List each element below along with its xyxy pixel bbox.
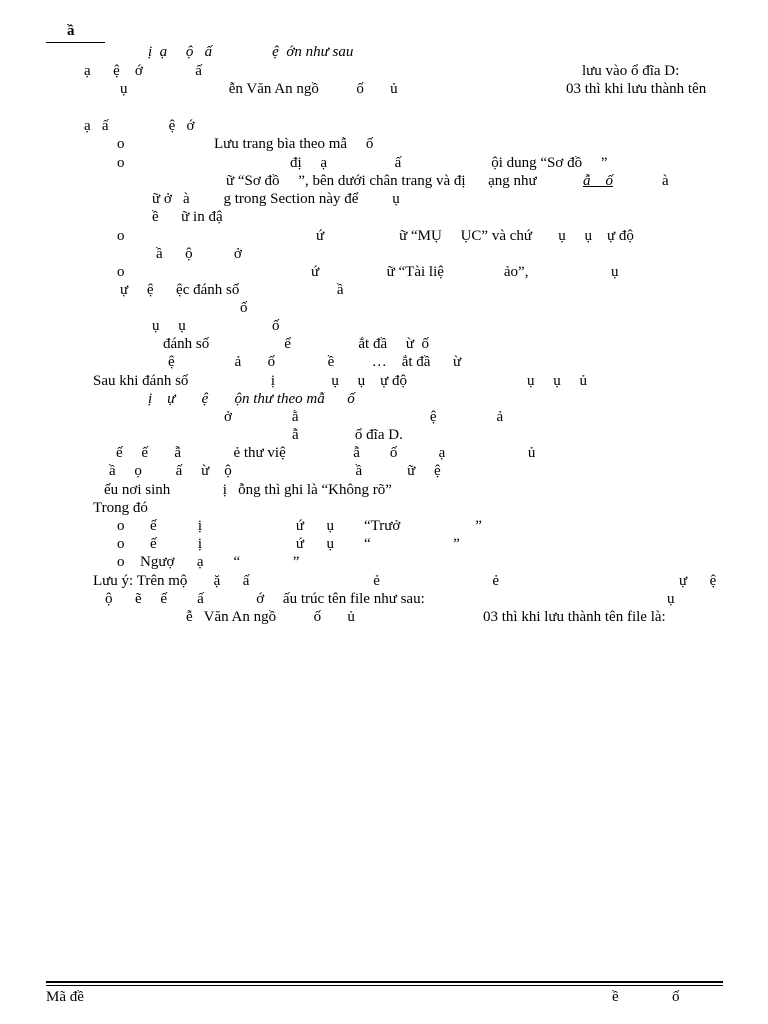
footer-left-text: Mã đề (46, 989, 84, 1005)
intro-line-3a: ụ ễn Văn An ngồ ố ủ (120, 81, 398, 97)
note-line-3b: 03 thì khi lưu thành tên file là: (483, 609, 666, 625)
para-line-1: Sau khi đánh số ị ụ ụ ự độ ụ ụ ủ (93, 373, 587, 389)
para-line-4: ẫ ổ đĩa D. (292, 427, 403, 443)
bullet-2-text-c: ữ ở à g trong Section này để ụ (152, 191, 400, 207)
sub-line-3: đánh số ể ắt đầ ừ ố (163, 336, 430, 352)
bullet-4-text-a: ứ ữ “Tài liệ ảo”, ụ (311, 264, 619, 280)
para-line-6: ầ ọ ấ ừ ộ ầ ữ ệ (109, 463, 441, 479)
bullet-marker: o (117, 136, 125, 152)
note-line-2b: ụ (667, 591, 675, 607)
sub-line-4: ệ ả ố ề … ắt đầ ừ (168, 354, 462, 370)
footer-rule-bottom (46, 985, 723, 986)
footer-rule-top (46, 981, 723, 983)
para-line-7: ếu nơi sinh ị ỗng thì ghi là “Không rõ” (104, 482, 392, 498)
condition-1-text: ế ị ứ ụ “Trưở ” (150, 518, 482, 534)
bullet-4-text-b: ự ệ ệc đánh số ầ (120, 282, 344, 298)
note-line-3: ễ Văn An ngồ ố ủ (186, 609, 355, 625)
intro-line-2b: lưu vào ổ đĩa D: (582, 63, 680, 79)
bullet-2-text-b-end: à (662, 173, 669, 189)
bullet-marker: o (117, 518, 125, 534)
task-line: ạ ấ ệ ớ (84, 118, 195, 134)
sub-line-1: ố (240, 300, 248, 316)
sub-line-2: ụ ụ ố (152, 318, 280, 334)
footer-right-text-a: ề (612, 989, 619, 1005)
bullet-marker: o (117, 536, 125, 552)
intro-line-2a: ạ ệ ớ ấ (84, 63, 202, 79)
heading-underline (46, 42, 105, 43)
intro-line-1: ị ạ ộ ấ ệ ớn như sau (148, 44, 354, 60)
bullet-3-text-a: ứ ữ “MỤ ỤC” và chứ ụ ụ ự độ (316, 228, 634, 244)
bullet-2-text-d: ề ữ in đậ (152, 209, 223, 225)
bullet-2-text-a: đị ạ ấ ội dung “Sơ đồ ” (290, 155, 608, 171)
condition-3-text: Ngượ ạ “ ” (140, 554, 300, 570)
intro-line-3b: 03 thì khi lưu thành tên (566, 81, 707, 97)
bullet-2-underlined: ẫ ố (583, 173, 613, 189)
bullet-3-text-b: ầ ộ ở (156, 246, 242, 262)
para-line-3: ở ằ ệ ả (224, 409, 504, 425)
bullet-marker: o (117, 264, 125, 280)
note-line-1: Lưu ý: Trên mộ ặ ấ ẻ ẻ ự ệ (93, 573, 717, 589)
footer-right-text-b: ố (672, 989, 680, 1005)
bullet-1-text: Lưu trang bìa theo mẫ ố (214, 136, 374, 152)
para-line-2: ị ự ệ ộn thư theo mẫ ố (148, 391, 355, 407)
bullet-marker: o (117, 554, 125, 570)
bullet-marker: o (117, 228, 125, 244)
condition-2-text: ế ị ứ ụ “ ” (150, 536, 460, 552)
para-line-5: ế ế ẫ ẻ thư việ ẫ ố ạ ủ (116, 445, 536, 461)
para-line-8: Trong đó (93, 500, 148, 516)
note-line-2: ộ ẽ ế ấ ớ ấu trúc tên file như sau: (105, 591, 425, 607)
bullet-marker: o (117, 155, 125, 171)
section-heading: ầ (67, 23, 75, 39)
bullet-2-text-b: ữ “Sơ đồ ”, bên dưới chân trang và đị ạng như (226, 173, 537, 189)
